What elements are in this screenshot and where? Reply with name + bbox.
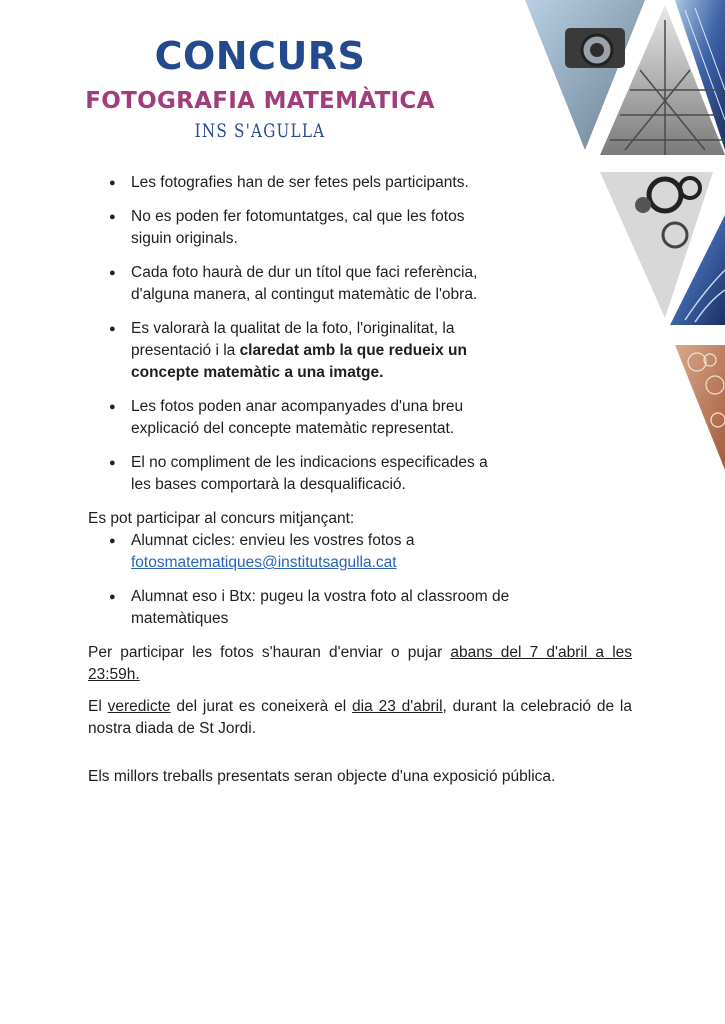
participation-list [88, 530, 608, 630]
rule-bold-text: claredat amb la que redueix un concepte matemàtic a una imatge. [131, 342, 467, 381]
school-name: INS S'AGULLA [194, 120, 326, 142]
deadline-paragraph [88, 642, 632, 686]
page-title: CONCURS [154, 34, 366, 78]
photo-tile-pattern-triangle [675, 345, 725, 470]
list-item: ● Alumnat eso i Btx: pugeu la vostra foto al classroom de matemàtiques [88, 586, 608, 630]
deadline-date: abans del 7 d'abril a les 23:59h. [88, 644, 633, 683]
deadline-text: Per participar les fotos s'hauran d'enviar o pujar [88, 644, 451, 661]
verdict-text: del jurat es coneixerà el [170, 698, 353, 715]
rules-list [88, 172, 508, 496]
list-item [88, 530, 608, 574]
exhibition-paragraph: Els millors treballs presentats seran objecte d'una exposició pública. [88, 768, 556, 785]
cycles-text: Alumnat cicles: envieu les vostres fotos a [131, 532, 415, 549]
verdict-date: dia 23 d'abril [352, 698, 443, 715]
rule-text: Es valorarà la qualitat de la foto, l'originalitat, la presentació i la [131, 320, 455, 359]
verdict-paragraph [88, 696, 632, 740]
verdict-text: , durant la celebració de la nostra diada de St Jordi. [88, 698, 632, 737]
content [88, 172, 632, 788]
list-item: ● Les fotos poden anar acompanyades d'una breu explicació del concepte matemàtic representat. [88, 396, 508, 440]
list-item [88, 318, 508, 384]
list-item: ● El no compliment de les indicacions especificades a les bases comportarà la desqualificació. [88, 452, 508, 496]
list-item: ● Les fotografies han de ser fetes pels participants. [88, 172, 508, 194]
verdict-word: veredicte [107, 698, 171, 715]
page-subtitle: FOTOGRAFIA MATEMÀTICA [85, 88, 435, 114]
email-link[interactable]: fotosmatematiques@institutsagulla.cat [131, 554, 397, 571]
list-item: ● No es poden fer fotomuntatges, cal que les fotos siguin originals. [88, 206, 508, 250]
list-item: ● Cada foto haurà de dur un títol que faci referència, d'alguna manera, al contingut matemàtic de l'obra. [88, 262, 508, 306]
verdict-text: El [88, 698, 108, 715]
participation-intro: Es pot participar al concurs mitjançant: [88, 510, 355, 527]
